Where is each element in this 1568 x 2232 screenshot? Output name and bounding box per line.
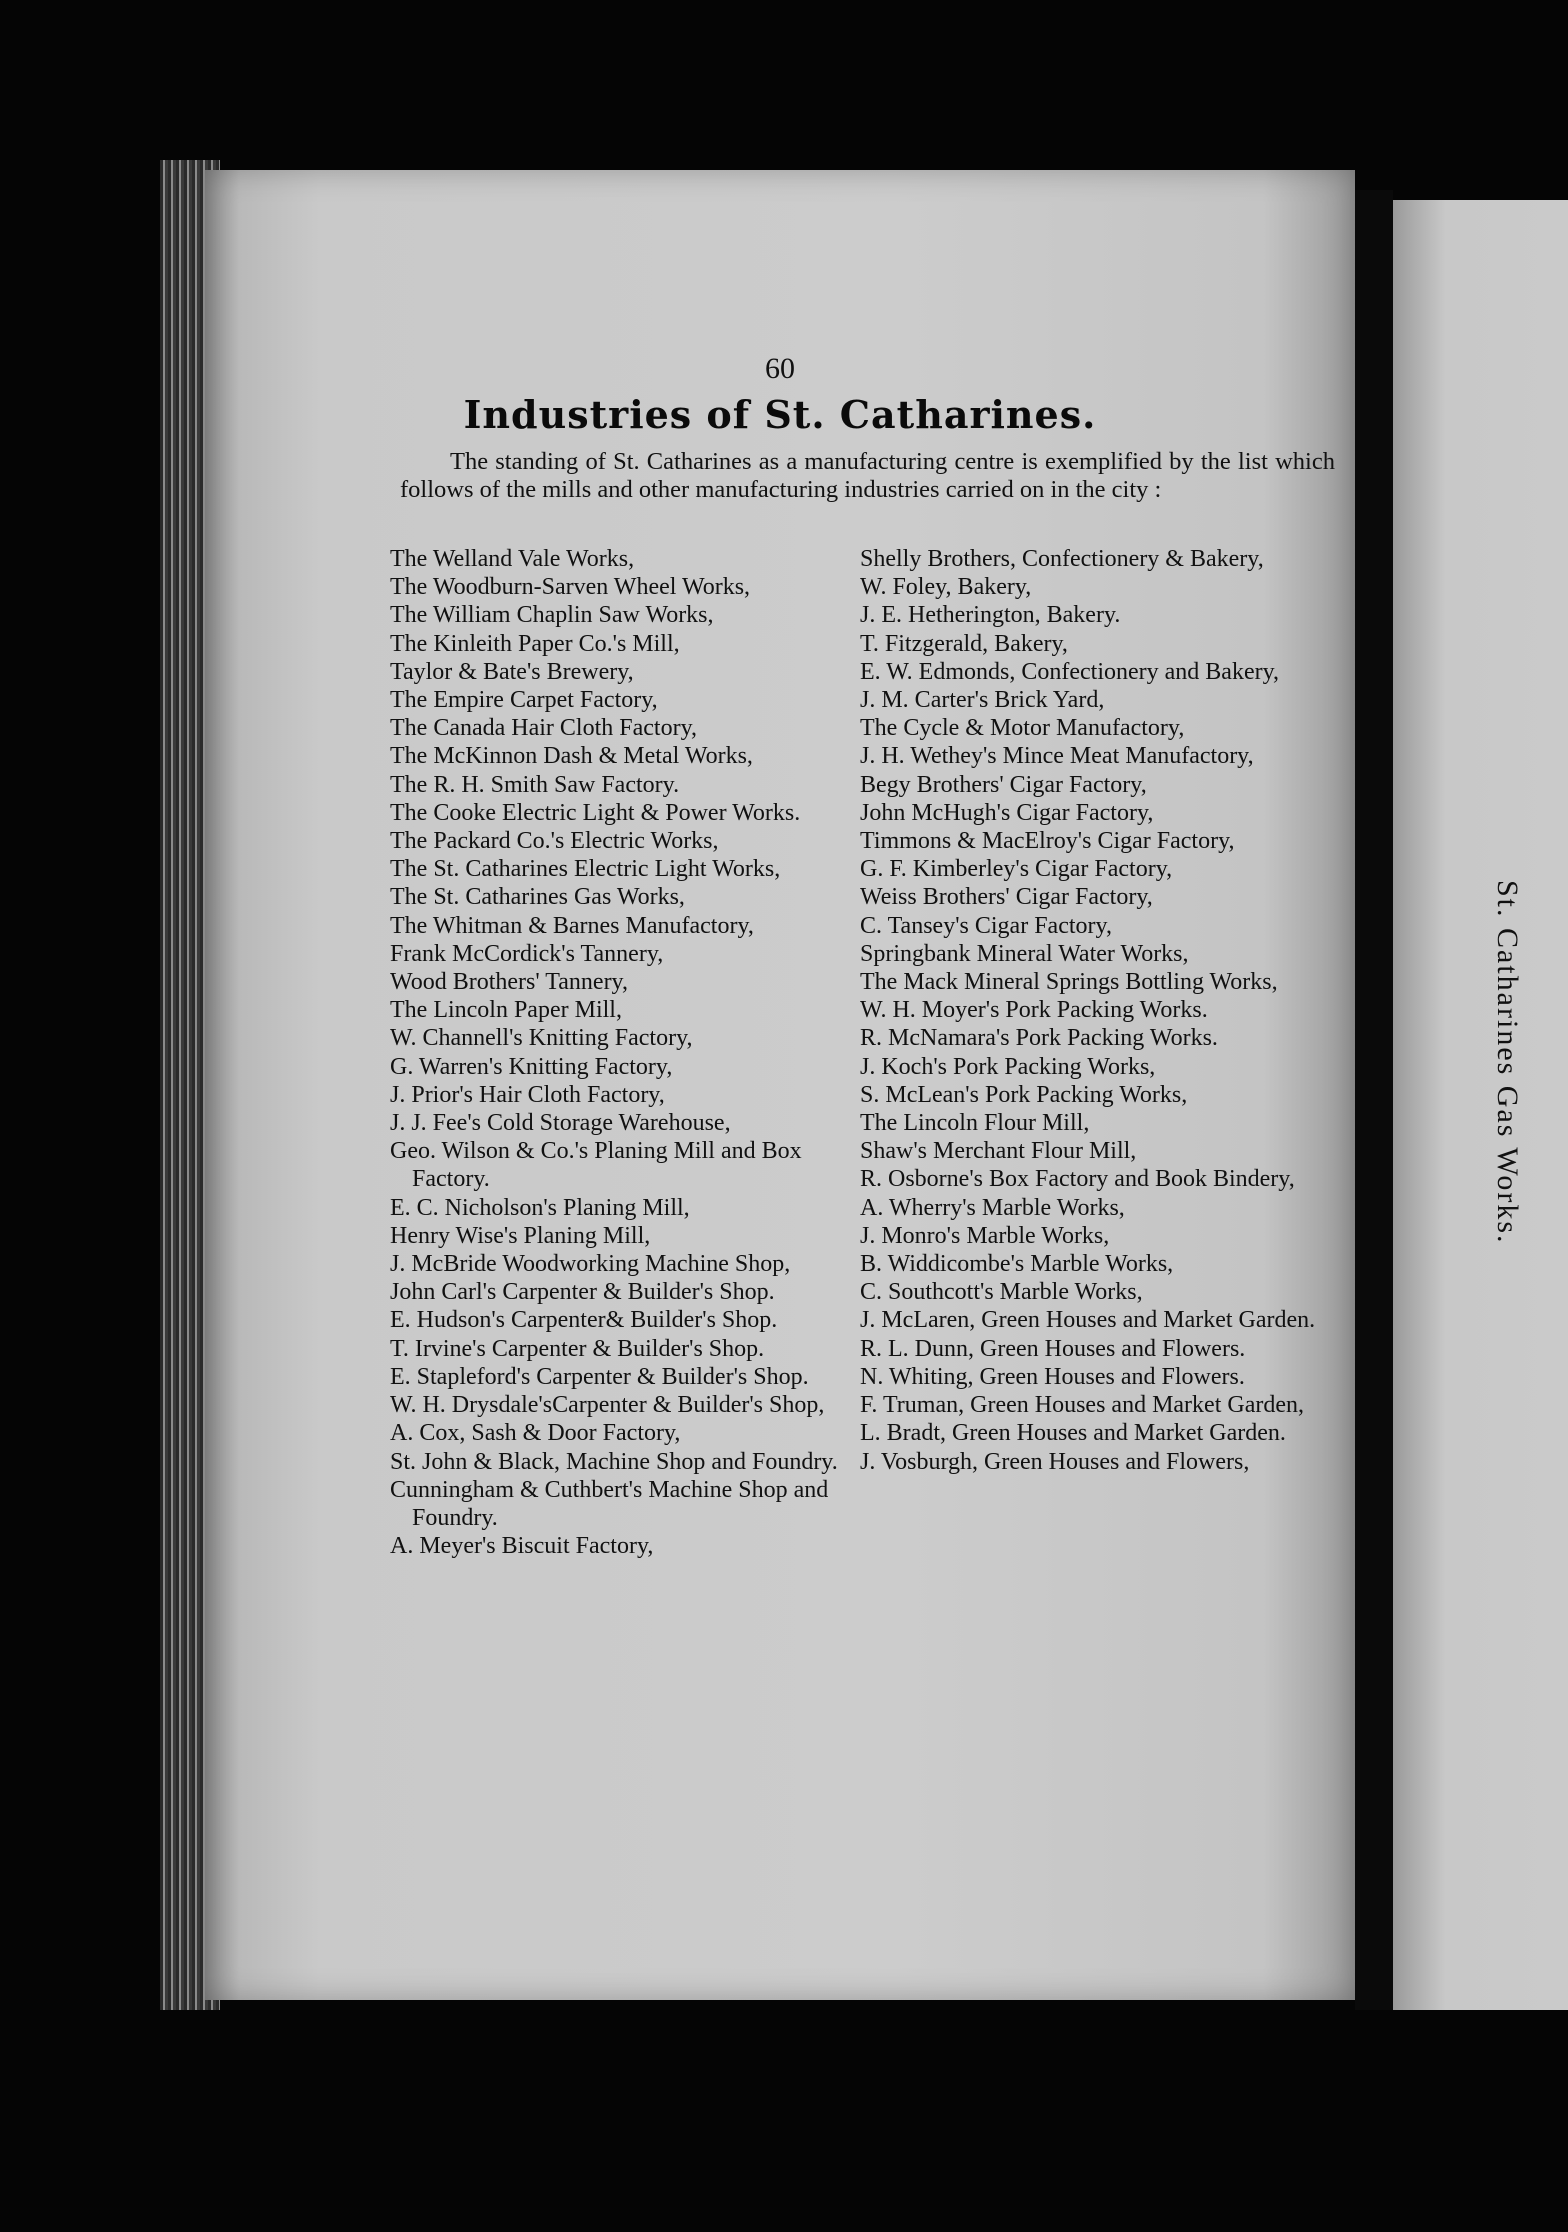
- facing-page-running-head: St. Catharines Gas Works.: [1491, 880, 1524, 1245]
- industry-entry: The Welland Vale Works,: [390, 546, 635, 572]
- industry-entry: A. Wherry's Marble Works,: [860, 1194, 1125, 1221]
- industry-entry: J. Koch's Pork Packing Works,: [860, 1053, 1156, 1080]
- industry-entry: B. Widdicombe's Marble Works,: [860, 1251, 1174, 1278]
- industry-entry: E. W. Edmonds, Confectionery and Bakery,: [860, 658, 1280, 685]
- industry-entry: C. Southcott's Marble Works,: [860, 1279, 1143, 1306]
- industry-entry: J. M. Carter's Brick Yard,: [860, 687, 1105, 714]
- industry-entry: John McHugh's Cigar Factory,: [860, 799, 1154, 826]
- page-number: 60: [765, 352, 795, 385]
- industry-entry: A. Meyer's Biscuit Factory,: [390, 1533, 654, 1560]
- industry-entry: E. C. Nicholson's Planing Mill,: [390, 1194, 690, 1221]
- industry-entry: Shelly Brothers, Confectionery & Bakery,: [860, 546, 1264, 572]
- industry-entry: The Woodburn-Sarven Wheel Works,: [390, 574, 751, 601]
- industry-entry: J. McLaren, Green Houses and Market Garden.: [860, 1307, 1316, 1334]
- intro-paragraph: The standing of St. Catharines as a manufacturing centre is exemplified by the list which follows of the mills and other manufacturing industries carried on in the city :: [400, 448, 1335, 503]
- industry-entry: S. McLean's Pork Packing Works,: [860, 1081, 1188, 1108]
- industry-entry: Cunningham & Cuthbert's Machine Shop and Foundry.: [390, 1476, 829, 1531]
- industry-entry: The Lincoln Paper Mill,: [390, 997, 622, 1024]
- industry-entry: W. Channell's Knitting Factory,: [390, 1025, 693, 1052]
- industry-entry: T. Irvine's Carpenter & Builder's Shop.: [390, 1335, 765, 1362]
- industry-entry: R. L. Dunn, Green Houses and Flowers.: [860, 1335, 1246, 1362]
- page-title: Industries of St. Catharines.: [463, 392, 1097, 437]
- industry-entry: G. F. Kimberley's Cigar Factory,: [860, 856, 1173, 883]
- industry-entry: Taylor & Bate's Brewery,: [390, 658, 634, 685]
- industry-entry: J. McBride Woodworking Machine Shop,: [390, 1251, 791, 1278]
- industry-entry: J. Monro's Marble Works,: [860, 1222, 1110, 1249]
- industry-entry: The Whitman & Barnes Manufactory,: [390, 912, 754, 939]
- industry-entry: The Lincoln Flour Mill,: [860, 1110, 1090, 1137]
- industry-entry: The R. H. Smith Saw Factory.: [390, 771, 680, 798]
- industry-entry: G. Warren's Knitting Factory,: [390, 1053, 673, 1080]
- facing-page: [1393, 200, 1568, 2010]
- industry-entry: L. Bradt, Green Houses and Market Garden.: [860, 1420, 1286, 1447]
- industry-entry: Springbank Mineral Water Works,: [860, 940, 1189, 967]
- industry-entry: Geo. Wilson & Co.'s Planing Mill and Box Factory.: [390, 1138, 802, 1193]
- industry-entry: Frank McCordick's Tannery,: [390, 940, 664, 967]
- industry-entry: The Mack Mineral Springs Bottling Works,: [860, 969, 1278, 996]
- industry-entry: Begy Brothers' Cigar Factory,: [860, 771, 1147, 798]
- industry-entry: Timmons & MacElroy's Cigar Factory,: [860, 828, 1235, 855]
- industry-entry: W. H. Drysdale'sCarpenter & Builder's Shop,: [390, 1392, 825, 1419]
- industry-entry: Weiss Brothers' Cigar Factory,: [860, 884, 1153, 911]
- industry-entry: J. Vosburgh, Green Houses and Flowers,: [860, 1448, 1250, 1475]
- industry-entry: R. Osborne's Box Factory and Book Bindery,: [860, 1166, 1295, 1193]
- industry-entry: St. John & Black, Machine Shop and Foundry.: [390, 1448, 838, 1475]
- industry-entry: J. J. Fee's Cold Storage Warehouse,: [390, 1110, 731, 1137]
- industry-entry: N. Whiting, Green Houses and Flowers.: [860, 1363, 1245, 1390]
- industries-right-column: [860, 545, 1340, 1476]
- industry-entry: A. Cox, Sash & Door Factory,: [390, 1420, 681, 1447]
- industry-entry: The McKinnon Dash & Metal Works,: [390, 743, 753, 770]
- industry-entry: John Carl's Carpenter & Builder's Shop.: [390, 1279, 775, 1306]
- industry-entry: The Kinleith Paper Co.'s Mill,: [390, 630, 680, 657]
- industry-entry: C. Tansey's Cigar Factory,: [860, 912, 1112, 939]
- industry-entry: The Cycle & Motor Manufactory,: [860, 715, 1185, 742]
- book-page: [205, 170, 1355, 2000]
- industries-left-column: [390, 545, 855, 1560]
- industry-entry: W. H. Moyer's Pork Packing Works.: [860, 997, 1208, 1024]
- industry-entry: The St. Catharines Gas Works,: [390, 884, 685, 911]
- industry-entry: E. Stapleford's Carpenter & Builder's Shop.: [390, 1363, 809, 1390]
- industry-entry: J. Prior's Hair Cloth Factory,: [390, 1081, 665, 1108]
- industry-entry: Henry Wise's Planing Mill,: [390, 1222, 651, 1249]
- industry-entry: The Cooke Electric Light & Power Works.: [390, 799, 801, 826]
- industry-entry: Wood Brothers' Tannery,: [390, 969, 628, 996]
- industry-entry: The Empire Carpet Factory,: [390, 687, 658, 714]
- book-gutter: [1355, 190, 1393, 2010]
- industry-entry: W. Foley, Bakery,: [860, 574, 1032, 601]
- industry-entry: The William Chaplin Saw Works,: [390, 602, 714, 629]
- industry-entry: F. Truman, Green Houses and Market Garden,: [860, 1392, 1304, 1419]
- industry-entry: T. Fitzgerald, Bakery,: [860, 630, 1068, 657]
- industry-entry: J. E. Hetherington, Bakery.: [860, 602, 1121, 629]
- industry-entry: The Packard Co.'s Electric Works,: [390, 828, 719, 855]
- industry-entry: E. Hudson's Carpenter& Builder's Shop.: [390, 1307, 778, 1334]
- industry-entry: Shaw's Merchant Flour Mill,: [860, 1138, 1137, 1165]
- industry-entry: The St. Catharines Electric Light Works,: [390, 856, 781, 883]
- industry-entry: J. H. Wethey's Mince Meat Manufactory,: [860, 743, 1254, 770]
- industry-entry: R. McNamara's Pork Packing Works.: [860, 1025, 1218, 1052]
- industry-entry: The Canada Hair Cloth Factory,: [390, 715, 698, 742]
